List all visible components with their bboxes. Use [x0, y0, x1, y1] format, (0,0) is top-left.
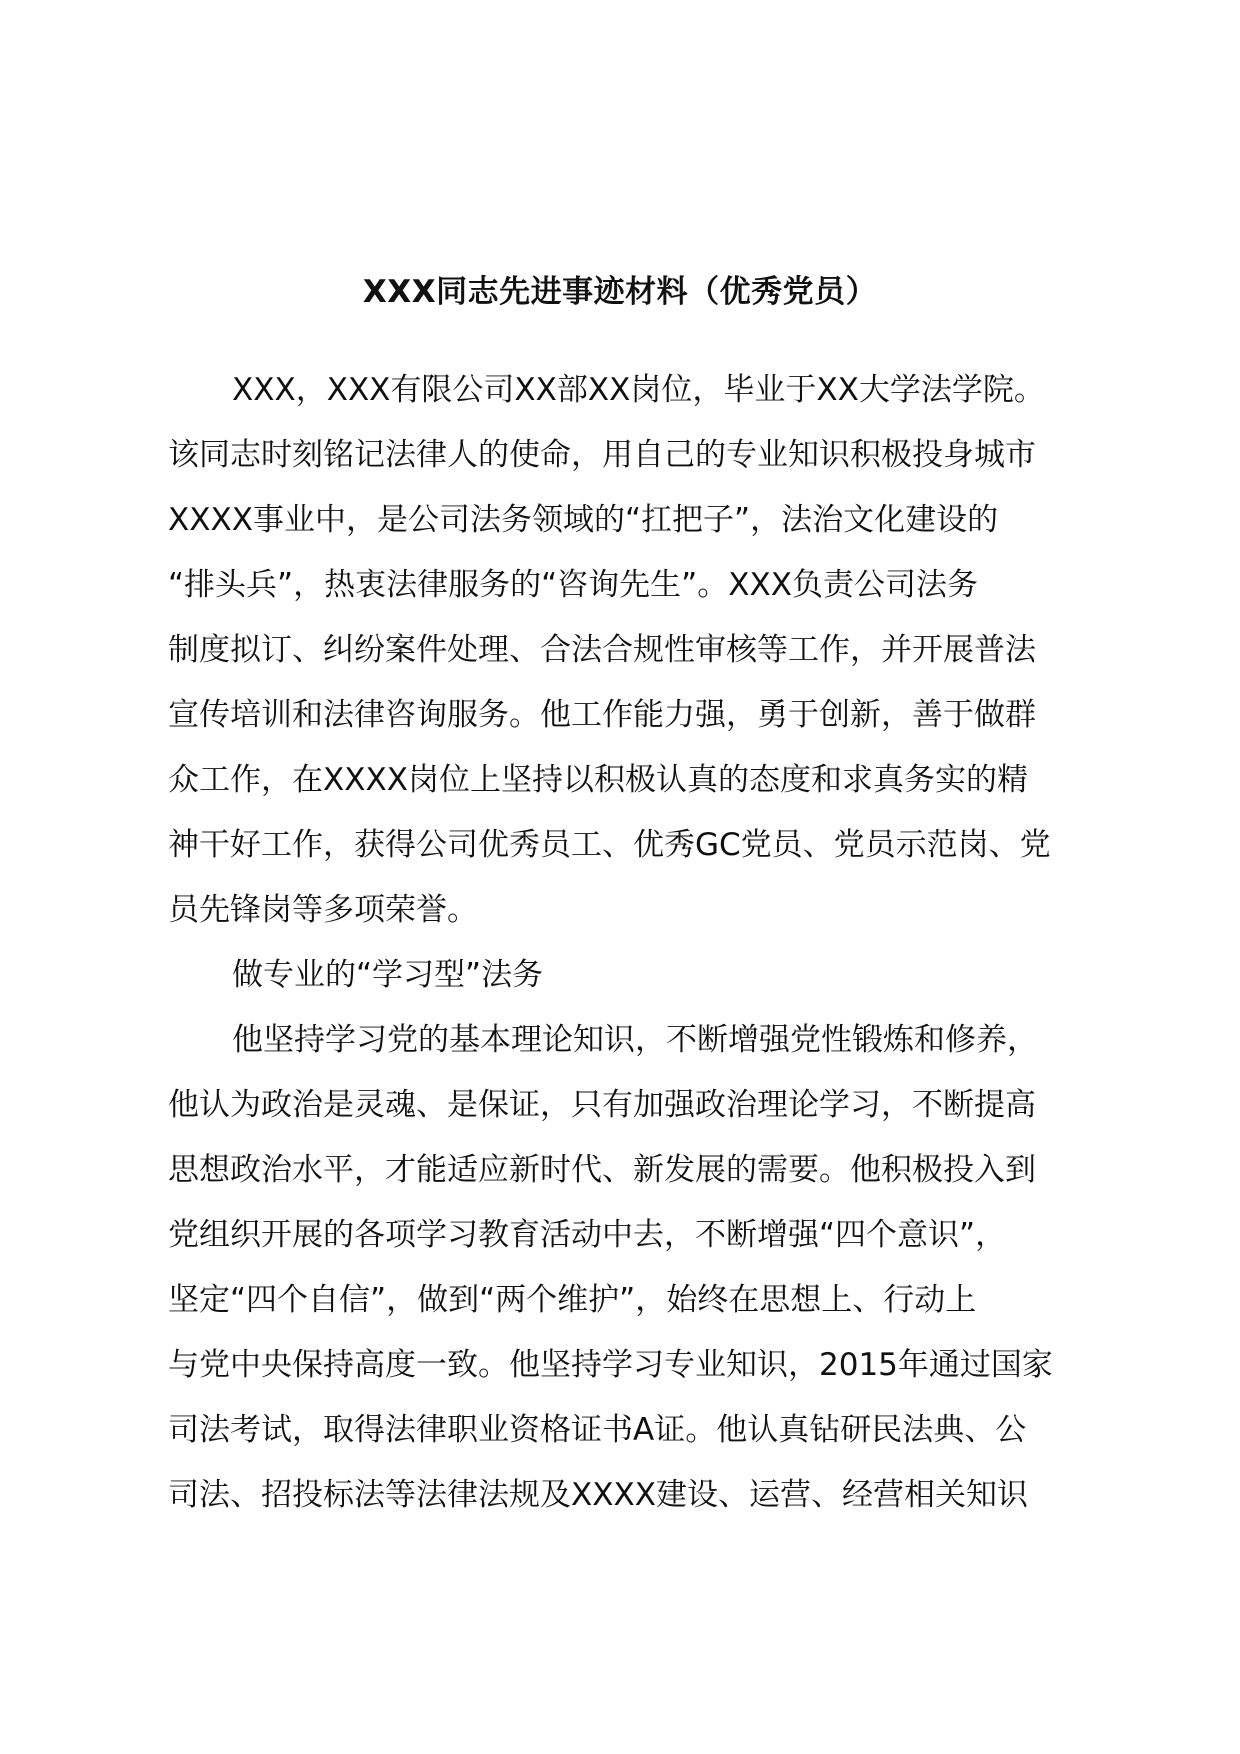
paragraph-2-line-3: 思想政治水平，才能适应新时代、新发展的需要。他积极投入到 — [168, 1152, 1036, 1188]
paragraph-1-line-5: 制度拟订、纠纷案件处理、合法合规性审核等工作，并开展普法 — [168, 632, 1036, 668]
paragraph-1-line-3: XXXX事业中，是公司法务领域的“扛把子”，法治文化建设的 — [168, 502, 999, 538]
paragraph-2-line-6: 与党中央保持高度一致。他坚持学习专业知识，2015年通过国家 — [168, 1347, 1053, 1383]
paragraph-2-line-8: 司法、招投标法等法律法规及XXXX建设、运营、经营相关知识 — [168, 1477, 1028, 1513]
section-heading: 做专业的“学习型”法务 — [232, 957, 544, 993]
paragraph-1-line-2: 该同志时刻铭记法律人的使命，用自己的专业知识积极投身城市 — [168, 437, 1036, 473]
paragraph-2-line-7: 司法考试，取得法律职业资格证书A证。他认真钻研民法典、公 — [168, 1412, 1027, 1448]
paragraph-2-line-4: 党组织开展的各项学习教育活动中去，不断增强“四个意识”， — [168, 1217, 1007, 1253]
paragraph-2-line-5: 坚定“四个自信”，做到“两个维护”，始终在思想上、行动上 — [168, 1282, 977, 1318]
paragraph-2-line-1: 他坚持学习党的基本理论知识，不断增强党性锻炼和修养， — [232, 1022, 1038, 1058]
paragraph-1-line-9: 员先锋岗等多项荣誉。 — [168, 892, 478, 928]
paragraph-1-line-7: 众工作，在XXXX岗位上坚持以积极认真的态度和求真务实的精 — [168, 762, 1028, 798]
paragraph-1-line-6: 宣传培训和法律咨询服务。他工作能力强，勇于创新，善于做群 — [168, 697, 1036, 733]
paragraph-1-line-8: 神干好工作，获得公司优秀员工、优秀GC党员、党员示范岗、党 — [168, 827, 1051, 863]
paragraph-2-line-2: 他认为政治是灵魂、是保证，只有加强政治理论学习，不断提高 — [168, 1087, 1036, 1123]
document-title: XXX同志先进事迹材料（优秀党员） — [362, 274, 878, 310]
paragraph-1-line-4: “排头兵”，热衷法律服务的“咨询先生”。XXX负责公司法务 — [168, 567, 978, 603]
paragraph-1-line-1: XXX，XXX有限公司XX部XX岗位，毕业于XX大学法学院。 — [232, 372, 1045, 408]
